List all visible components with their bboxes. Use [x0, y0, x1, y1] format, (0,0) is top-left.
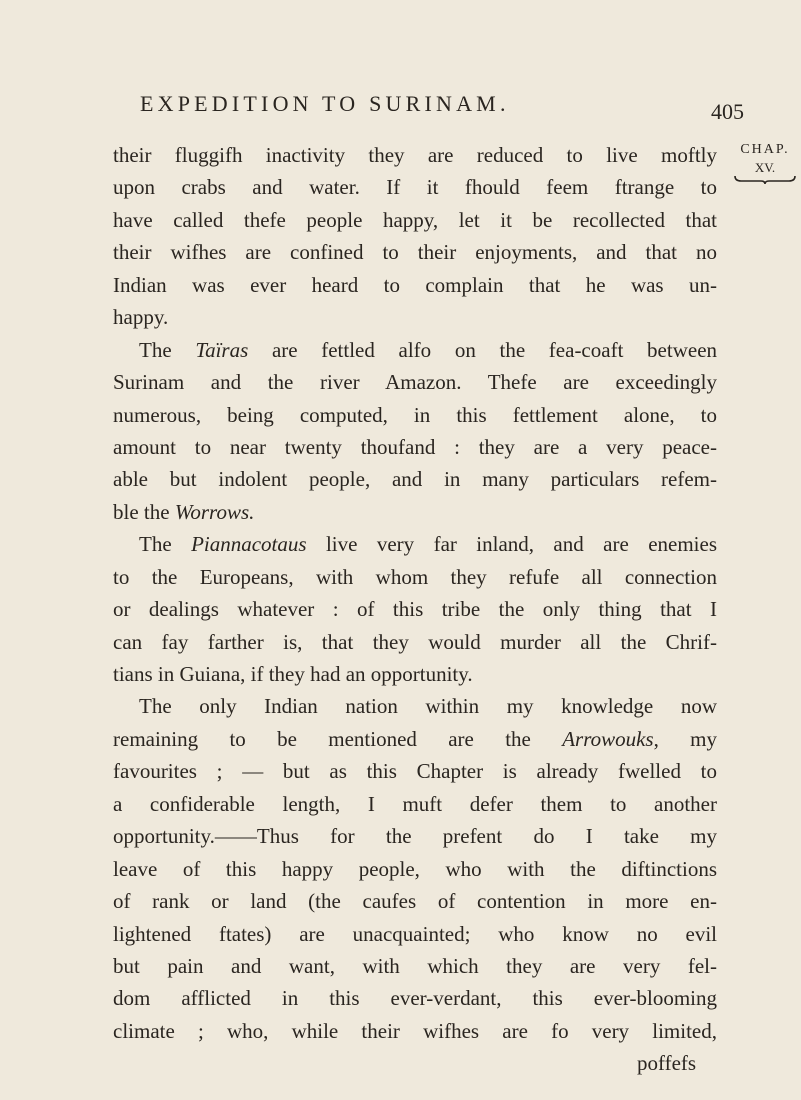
text-line: their wifhes are confined to their enjoyments, and that no — [113, 240, 717, 265]
text-line: Surinam and the river Amazon. Thefe are exceedingly — [113, 370, 717, 395]
italic-worrows: Worrows. — [174, 499, 255, 524]
text-run: remaining to be mentioned are the — [113, 726, 531, 751]
text-run: live very far inland, and are enemies — [325, 532, 717, 557]
text-run: , my — [653, 726, 718, 751]
text-run: ble the — [113, 499, 170, 524]
chapter-label: CHAP. — [740, 142, 790, 157]
text-line: amount to near twenty thoufand : they are a very peace- — [113, 434, 717, 459]
catchword: poffefs — [637, 1051, 697, 1076]
text-line: upon crabs and water. If it fhould feem ftrange to — [113, 175, 717, 200]
text-line: numerous, being computed, in this fettlement alone, to — [113, 402, 717, 427]
text-line: lightened ftates) are unacquainted; who know no evil — [113, 921, 717, 946]
text-line: The only Indian nation within my knowledge now — [139, 694, 717, 719]
italic-arrowouks: Arrowouks — [562, 726, 654, 751]
text-line — [113, 723, 717, 755]
text-line: or dealings whatever : of this tribe the only thing that I — [113, 597, 717, 622]
page-number: 405 — [711, 99, 744, 124]
text-line: leave of this happy people, who with the diftinctions — [113, 856, 717, 881]
text-line: dom afflicted in this ever-verdant, this ever-blooming — [113, 986, 717, 1011]
text-line: have called thefe people happy, let it be recollected that — [113, 207, 717, 232]
body-text — [113, 139, 717, 1080]
text-line: Indian was ever heard to complain that he was un- — [113, 272, 717, 297]
text-line: opportunity.——Thus for the prefent do I take my — [113, 824, 717, 849]
text-line: happy. — [113, 305, 169, 330]
text-line: of rank or land (the caufes of contention in more en- — [113, 889, 717, 914]
text-line: but pain and want, with which they are very fel- — [113, 953, 717, 978]
text-run: are fettled alfo on the fea-coaft between — [271, 337, 718, 362]
word-the: The — [139, 532, 172, 557]
italic-tairas: Taïras — [195, 337, 249, 362]
margin-note-chapter — [729, 141, 801, 185]
text-line: climate ; who, while their wifhes are fo very limited, — [113, 1018, 717, 1043]
text-line: able but indolent people, and in many particulars refem- — [113, 467, 717, 492]
text-line — [113, 496, 717, 528]
text-line: favourites ; — but as this Chapter is already fwelled to — [113, 759, 717, 784]
text-line — [113, 334, 717, 366]
italic-piannacotaus: Piannacotaus — [191, 532, 307, 557]
text-line: tians in Guiana, if they had an opportunity. — [113, 662, 473, 686]
text-line: to the Europeans, with whom they refufe all connection — [113, 564, 717, 589]
text-line: a confiderable length, I muft defer them to another — [113, 791, 717, 816]
word-the: The — [139, 337, 172, 362]
running-head: EXPEDITION TO SURINAM. — [140, 91, 510, 116]
text-line: can fay farther is, that they would murder all the Chrif- — [113, 629, 717, 654]
text-line: their fluggifh inactivity they are reduced to live moftly — [113, 143, 717, 167]
text-line — [113, 528, 717, 560]
chapter-number: XV. — [754, 160, 776, 175]
